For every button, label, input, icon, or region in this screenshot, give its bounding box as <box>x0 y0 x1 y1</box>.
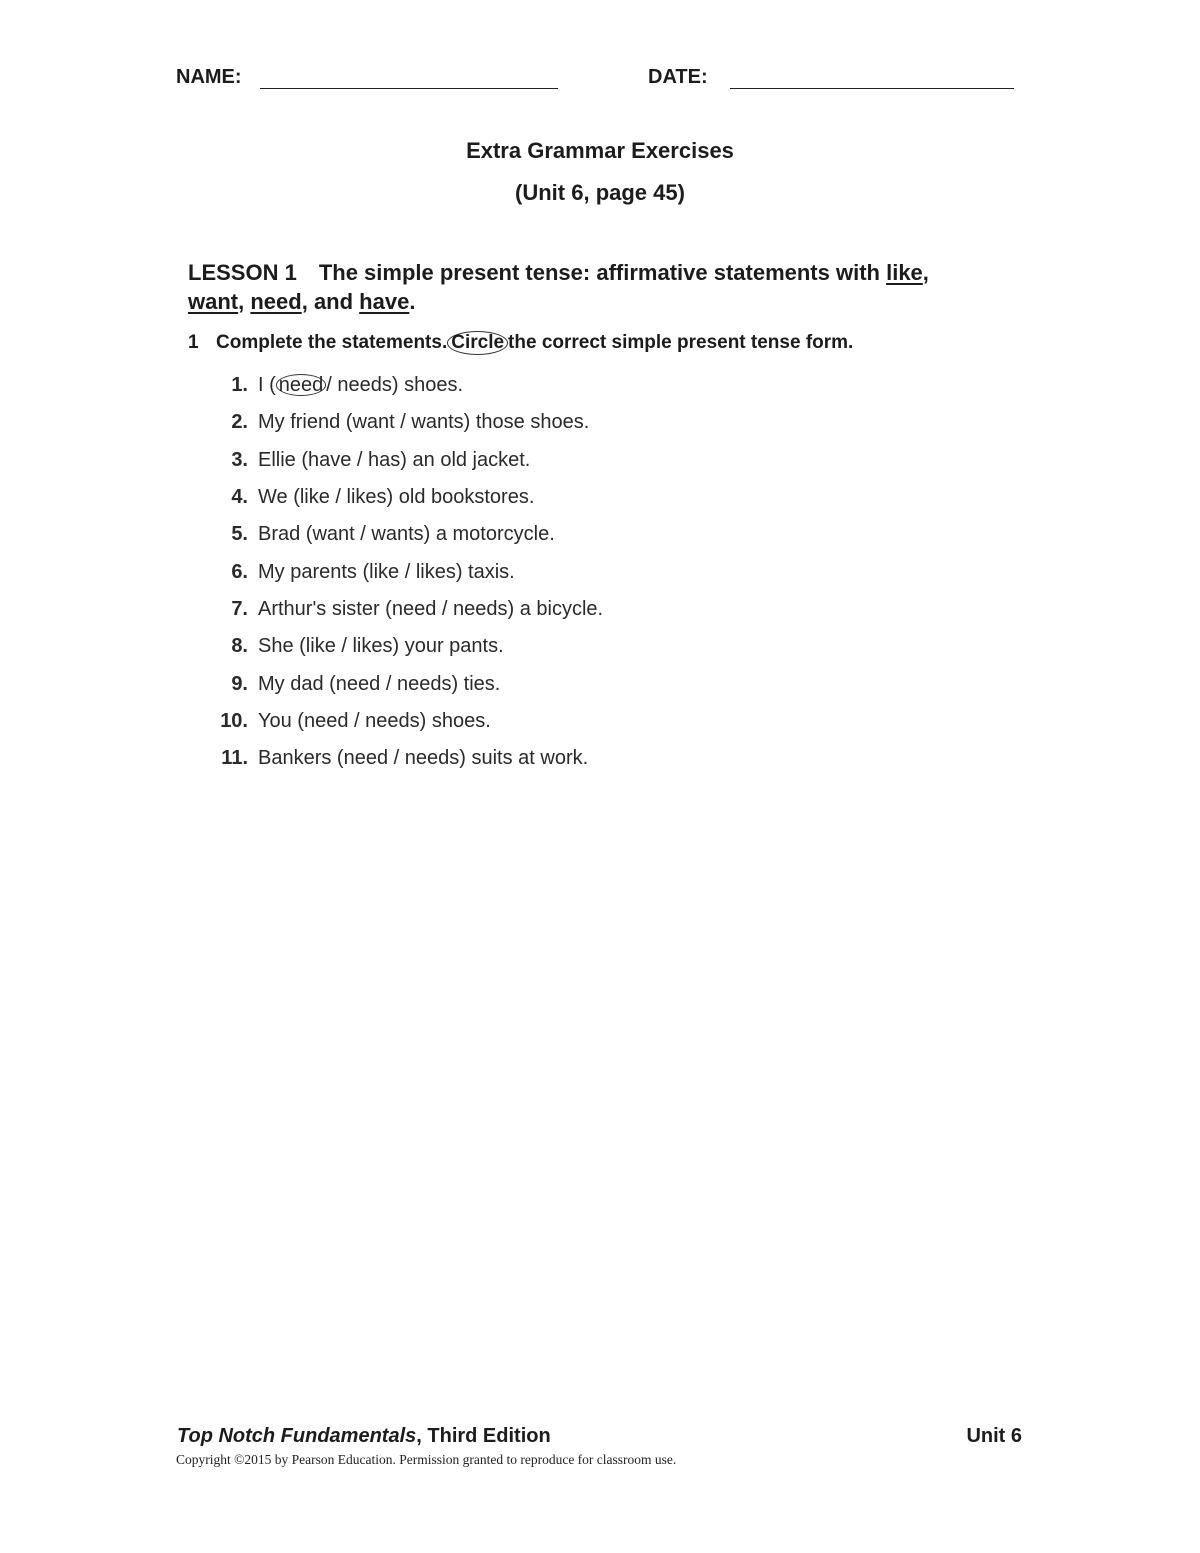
circled-word: Circle <box>447 331 508 355</box>
page-title: Extra Grammar Exercises <box>466 138 734 163</box>
item-number: 5. <box>231 523 248 546</box>
name-blank-line <box>260 88 558 89</box>
item-text: My dad (need / needs) ties. <box>258 672 501 695</box>
item-number: 9. <box>231 672 248 695</box>
exercise-item <box>210 591 603 628</box>
copyright-notice: Copyright ©2015 by Pearson Education. Permission granted to reproduce for classroom use. <box>176 1452 677 1467</box>
item-number: 6. <box>231 560 248 583</box>
lesson-word-have: have <box>359 289 410 314</box>
footer-book-title <box>177 1425 551 1448</box>
lesson-number: LESSON 1 <box>188 260 297 285</box>
book-edition: , Third Edition <box>416 1425 551 1447</box>
exercise-number: 1 <box>188 332 199 353</box>
lesson-period: . <box>409 289 416 314</box>
item-text: You (need / needs) shoes. <box>258 709 491 732</box>
lesson-heading <box>188 258 1008 316</box>
exercise-item <box>210 740 603 777</box>
exercise-item <box>210 479 603 516</box>
lesson-text: The simple present tense: affirmative statements with <box>318 260 887 285</box>
item-number: 3. <box>231 448 248 471</box>
item-text: My parents (like / likes) taxis. <box>258 560 515 583</box>
exercise-item <box>210 665 603 702</box>
item-number: 1. <box>231 374 248 397</box>
exercise-item <box>210 442 603 479</box>
lesson-word-like: like <box>886 260 923 285</box>
page-subtitle: (Unit 6, page 45) <box>515 180 685 205</box>
lesson-separator: , <box>922 260 929 285</box>
item-text-part: I ( <box>258 374 276 397</box>
item-number: 7. <box>231 597 248 620</box>
item-number: 11. <box>221 747 248 770</box>
instruction-text: Complete the statements. <box>216 332 448 353</box>
item-text: She (like / likes) your pants. <box>258 635 504 658</box>
date-label: DATE: <box>648 66 708 88</box>
lesson-word-need: need <box>250 289 302 314</box>
exercise-item <box>210 628 603 665</box>
item-text: Bankers (need / needs) suits at work. <box>258 747 589 770</box>
exercise-item <box>210 553 603 590</box>
book-title: Top Notch Fundamentals <box>177 1425 417 1447</box>
item-number: 4. <box>231 486 248 509</box>
item-text: My friend (want / wants) those shoes. <box>258 411 590 434</box>
worksheet-header <box>0 66 1200 96</box>
exercise-list <box>210 367 603 777</box>
item-text: We (like / likes) old bookstores. <box>258 486 535 509</box>
item-text: Brad (want / wants) a motorcycle. <box>258 523 555 546</box>
item-text-part: / needs) shoes. <box>326 374 464 397</box>
exercise-item <box>210 367 603 404</box>
item-text: Arthur's sister (need / needs) a bicycle. <box>258 597 604 620</box>
footer-unit: Unit 6 <box>966 1425 1022 1447</box>
exercise-item <box>210 703 603 740</box>
item-number: 10. <box>220 709 248 732</box>
item-text <box>258 374 463 397</box>
lesson-word-want: want <box>188 289 239 314</box>
item-number: 8. <box>231 635 248 658</box>
name-label: NAME: <box>176 66 242 88</box>
exercise-instruction <box>188 331 988 355</box>
exercise-item <box>210 404 603 441</box>
item-number: 2. <box>231 411 248 434</box>
circled-answer: need <box>276 374 327 396</box>
instruction-text-end: the correct simple present tense form. <box>508 332 854 353</box>
item-text: Ellie (have / has) an old jacket. <box>258 448 531 471</box>
date-blank-line <box>730 88 1014 89</box>
exercise-item <box>210 516 603 553</box>
lesson-separator: , and <box>301 289 360 314</box>
lesson-separator: , <box>238 289 251 314</box>
